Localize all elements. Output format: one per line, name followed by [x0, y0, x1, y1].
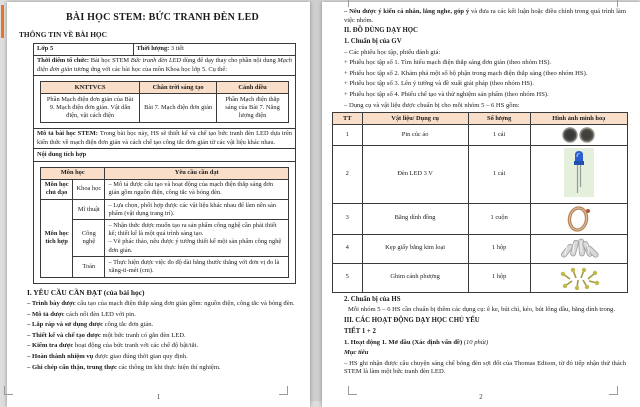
description-cell: Mô tả bài học STEM: Trong bài học này, HS sẽ thiết kế và chế tạo bức tranh đèn LED dựa trên kiến thức về mạch điện đơn giản và cách chế tạo công tắc đơn giản từ các vật liệu khác nhau. — [34, 128, 296, 148]
document-page-2[interactable] — [322, 2, 640, 407]
row-index: 4 — [333, 234, 363, 263]
document-page-1[interactable] — [7, 2, 310, 407]
section-3-heading: III. CÁC HOẠT ĐỘNG DẠY HỌC CHỦ YẾU — [344, 316, 480, 324]
hs-preparation-text: Mỗi nhóm 5 – 6 HS cần chuẩn bị thêm các dụng cụ: ê ke, bút chì, kéo, bút lông dầu, băng dính trong. — [348, 306, 615, 314]
worksheet-item: + Phiếu học tập số 3. Lên ý tưởng và đề xuất giải pháp (theo nhóm HS). — [344, 80, 534, 88]
curriculum-cell-canhdieu: Phần Mạch điện thắp sáng của Bài 7. Năng lượng điện — [217, 94, 289, 123]
col-header: Môn học — [41, 167, 105, 179]
margin-corner-mark — [279, 386, 288, 395]
subject-name: Công nghệ — [73, 220, 105, 257]
gv-intro: – Các phiếu học tập, phiếu đánh giá: — [344, 48, 441, 56]
table-row — [333, 203, 628, 234]
page-title: BÀI HỌC STEM: BỨC TRANH ĐÈN LED — [66, 12, 259, 23]
table-row — [41, 257, 289, 277]
requirement-bullet: – Kiểm tra được hoạt động của bức tranh với các chế độ bật/tắt. — [27, 342, 199, 350]
objective-label: Mục tiêu — [344, 349, 369, 357]
row-index: 5 — [333, 263, 363, 292]
subject-name: Mĩ thuật — [73, 200, 105, 220]
curriculum-cell-chantroi: Bài 7. Mạch điện đơn giản — [140, 94, 217, 123]
margin-corner-mark — [609, 386, 618, 395]
worksheet-item: + Phiếu học tập số 1. Tìm hiểu mạch điện thắp sáng đơn giản (theo nhóm HS). — [344, 59, 552, 67]
table-row — [34, 55, 296, 75]
material-name: Băng dính đồng — [362, 203, 468, 234]
col-header: Chân trời sáng tạo — [140, 82, 217, 94]
requirement-text: – Nhận thức được muốn tạo ra sản phẩm công nghệ cần phải thiết kế; thiết kế là một quá trình sáng tạo. – Vẽ phác thảo, nêu được ý tưởng thiết kế một sản phẩm công nghệ đơn giản. — [105, 220, 289, 257]
requirement-bullet: – Trình bày được cấu tạo của mạch điện thắp sáng đơn giản gồm: nguồn điện, công tắc và bóng đèn. — [27, 300, 295, 308]
requirement-text: – Lựa chọn, phối hợp được các vật liệu khác nhau để làm nên sản phẩm (vật dụng trang trí). — [105, 200, 289, 220]
requirement-bullet: – Mô tả được cách nối đèn LED với pin. — [27, 310, 136, 318]
copper-tape-roll-image — [530, 203, 627, 234]
grade-cell: Lớp 5 — [34, 43, 134, 55]
table-header-row — [41, 82, 289, 94]
col-header: Hình ảnh minh hoạ — [530, 113, 627, 125]
material-qty: 1 cái — [468, 146, 530, 203]
section-1-heading: I. YÊU CẦU CẦN ĐẠT (của bài học) — [27, 287, 145, 297]
col-header: TT — [333, 113, 363, 125]
table-row — [333, 125, 628, 146]
material-qty: 1 cuộn — [468, 203, 530, 234]
section-2-heading: II. ĐỒ DÙNG DẠY HỌC — [344, 27, 418, 35]
materials-intro: – Dụng cụ và vật liệu được chuẩn bị cho mỗi nhóm 5 – 6 HS gồm: — [344, 101, 520, 109]
objective-text: – HS ghi nhận được câu chuyện sáng chế bóng đèn sợi đốt của Thomas Edison, từ đó tiếp nhận thử thách STEM là làm một bức tranh đèn LED. — [344, 359, 626, 376]
table-row — [333, 263, 628, 292]
table-row — [333, 146, 628, 203]
row-index: 1 — [333, 125, 363, 146]
col-header: Yêu cầu cần đạt — [105, 167, 289, 179]
integration-cell — [34, 161, 296, 283]
table-row — [34, 149, 296, 161]
worksheet-item: + Phiếu học tập số 4. Phiếu chế tạo và thử nghiệm sản phẩm (theo nhóm HS). — [344, 91, 549, 99]
integration-table — [40, 167, 289, 278]
table-row — [333, 234, 628, 263]
material-name: Pin cúc áo — [362, 125, 468, 146]
curriculum-cell — [34, 76, 296, 129]
hs-preparation-heading: 2. Chuẩn bị của HS — [344, 295, 401, 303]
duration-cell: Thời lượng: 3 tiết — [133, 43, 295, 55]
page-number: 1 — [156, 394, 161, 401]
page-number: 2 — [479, 394, 483, 401]
requirement-bullet: – Lắp ráp và sử dụng được công tắc đơn giản. — [27, 321, 154, 329]
left-accent-strip — [1, 5, 4, 38]
subject-group: Môn học chủ đạo — [44, 181, 69, 197]
worksheet-item: + Phiếu học tập số 2. Khám phá một số bộ phận trong mạch điện thắp sáng (theo nhóm HS). — [344, 69, 588, 77]
blue-led-image — [530, 146, 627, 203]
material-qty: 1 hộp — [468, 234, 530, 263]
gv-preparation-heading: 1. Chuẩn bị của GV — [344, 37, 402, 45]
table-row — [41, 220, 289, 257]
table-row — [41, 200, 289, 220]
subject-group: Môn học tích hợp — [44, 230, 69, 246]
table-row — [34, 161, 296, 283]
table-row — [34, 43, 296, 55]
material-name: Kẹp giấy bằng kim loại — [362, 234, 468, 263]
col-header: Số lượng — [468, 113, 530, 125]
requirement-bullet: – Ghi chép cẩn thận, trung thực các thông tin khi thực hiện thí nghiệm. — [27, 363, 221, 371]
col-header: KNTTVCS — [41, 82, 140, 94]
subject-name: Toán — [73, 257, 105, 277]
section-heading-info: THÔNG TIN VỀ BÀI HỌC — [19, 30, 108, 39]
col-header: Vật liệu/ Dụng cụ — [362, 113, 468, 125]
requirement-bullet: – Thiết kế và chế tạo được một bức tranh có gắn đèn LED. — [27, 331, 186, 339]
margin-corner-mark — [4, 386, 13, 395]
table-row — [34, 128, 296, 148]
page-gap — [310, 0, 322, 401]
integration-label-cell: Nội dung tích hợp — [34, 149, 296, 161]
brass-fasteners-image — [530, 263, 627, 292]
margin-corner-mark — [348, 386, 357, 395]
col-header: Cánh diều — [217, 82, 289, 94]
table-header-row — [333, 113, 628, 125]
organize-cell: Thời điểm tổ chức: Bài học STEM Bức tranh đèn LED dùng để dạy thay cho phần nội dung Mạch điện đơn giản tương ứng với các bài học của môn Khoa học lớp 5. Cụ thể: — [34, 55, 296, 75]
material-qty: 1 cái — [468, 125, 530, 146]
curriculum-cell-knttvcs: Phần Mạch điện đơn giản của Bài 9. Mạch điện đơn giản. Vật dẫn điện, vật cách điện — [41, 94, 140, 123]
curriculum-table — [40, 81, 289, 123]
subject-name: Khoa học — [73, 179, 105, 199]
teamwork-bullet: – Nêu được ý kiến cá nhân, lắng nghe, góp ý và đưa ra các kết luận hoặc điều chỉnh trong quá trình làm việc nhóm. — [344, 8, 626, 24]
material-qty: 1 hộp — [468, 263, 530, 292]
requirement-text: – Mô tả được cấu tạo và hoạt động của mạch điện thắp sáng đơn giản gồm nguồn điện, công tắc và bóng đèn. — [105, 179, 289, 199]
lesson-period-heading: TIẾT 1 + 2 — [344, 327, 376, 335]
table-header-row — [41, 167, 289, 179]
material-name: Đèn LED 3 V — [362, 146, 468, 203]
materials-table — [332, 112, 628, 292]
row-index: 3 — [333, 203, 363, 234]
material-name: Ghim cánh phượng — [362, 263, 468, 292]
row-index: 2 — [333, 146, 363, 203]
metal-paper-clips-image — [530, 234, 627, 263]
table-row — [41, 179, 289, 199]
requirement-text: – Thực hiện được việc đo độ dài bằng thước thẳng với đơn vị đo là xăng-ti-mét (cm). — [105, 257, 289, 277]
lesson-info-table — [33, 43, 296, 284]
requirement-bullet: – Hoàn thành nhiệm vụ được giao đúng thời gian quy định. — [27, 353, 188, 360]
activity-heading: 1. Hoạt động 1. Mở đầu (Xác định vấn đề) (10 phút) — [344, 338, 489, 346]
coin-cell-batteries-image — [530, 125, 627, 146]
table-row — [41, 94, 289, 123]
table-row — [34, 76, 296, 129]
